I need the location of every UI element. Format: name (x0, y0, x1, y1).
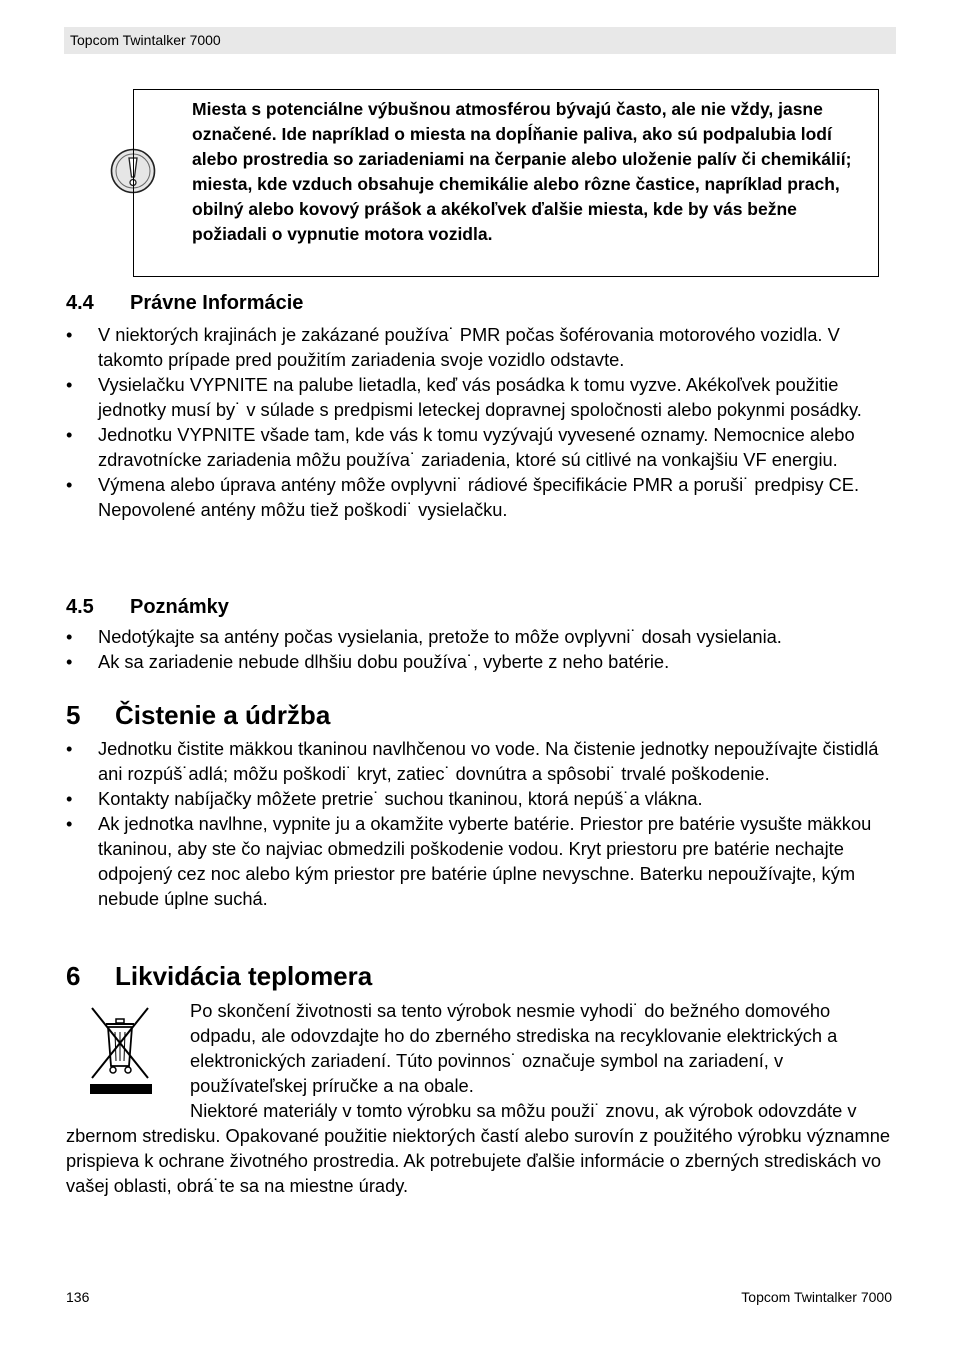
disposal-paragraph-1: Po skončení životnosti sa tento výrobok nesmie vyhodi˙ do bežného domového odpadu, ale odovzdajte ho do zberného strediska na recyklovanie elektrických a elektronických zariadení. Túto povinnos˙ označuje symbol na zariadení, v používateľskej príručke a na obale. (190, 1000, 838, 1096)
list-item: • Ak sa zariadenie nebude dlhšiu dobu používa˙, vyberte z neho batérie. (66, 649, 896, 674)
section-4-5-heading (66, 596, 229, 619)
list-item: • Vysielačku VYPNITE na palube lietadla, keď vás posádka k tomu vyzve. Akékoľvek použitie jednotky musí by˙ v súlade s predpismi leteckej dopravnej spoločnosti alebo pokynmi posádky. (66, 372, 896, 422)
section-5-heading (66, 700, 330, 731)
notes-list (66, 624, 896, 674)
list-item: • Nedotýkajte sa antény počas vysielania, pretože to môže ovplyvni˙ dosah vysielania. (66, 624, 896, 649)
header-title: Topcom Twintalker 7000 (70, 32, 221, 48)
page-number: 136 (66, 1289, 90, 1305)
section-title: Právne Informácie (130, 292, 304, 314)
list-item: • Kontakty nabíjačky môžete pretrie˙ suchou tkaninou, ktorá nepúš˙a vlákna. (66, 786, 896, 811)
warning-box (133, 89, 879, 277)
list-item: • Výmena alebo úprava antény môže ovplyvni˙ rádiové špecifikácie PMR a poruši˙ predpisy CE. Nepovolené antény môžu tiež poškodi˙ vysielačku. (66, 472, 896, 522)
section-4-4-heading (66, 292, 303, 315)
crossed-bin-icon (88, 1004, 154, 1096)
list-item: • V niektorých krajinách je zakázané používa˙ PMR počas šoférovania motorového vozidla. V takomto prípade pred použitím zariadenia svoje vozidlo odstavte. (66, 322, 896, 372)
section-title: Poznámky (130, 596, 229, 618)
legal-info-list (66, 322, 896, 522)
section-title: Čistenie a údržba (115, 700, 331, 730)
cleaning-list (66, 736, 896, 911)
warning-text: Miesta s potenciálne výbušnou atmosférou bývajú často, ale nie vždy, jasne označené. Ide napríklad o miesta na dopĺňanie paliva, ako sú podpalubia lodí alebo prostredia so zariadeniami na čerpanie alebo uloženie palív či chemikálií; miesta, kde vzduch obsahuje chemikálie alebo rôzne častice, napríklad prach, obilný alebo kovový prášok a akékoľvek ďalšie miesta, kde by vás bežne požiadali o vypnutie motora vozidla. (192, 99, 852, 244)
list-item: • Jednotku čistite mäkkou tkaninou navlhčenou vo vode. Na čistenie jednotky nepoužívajte čistidlá ani rozpúš˙adlá; môžu poškodi˙ kryt, zatiec˙ dovnútra a spôsobi˙ trvalé poškodenie. (66, 736, 896, 786)
disposal-paragraph-2: Niektoré materiály v tomto výrobku sa môžu použi˙ znovu, ak výrobok odovzdáte v zbernom stredisku. Opakované použitie niektorých častí alebo surovín z použitého výrobku významne prispieva k ochrane životného prostredia. Ak potrebujete ďalšie informácie o zberných strediskách vo vašej oblasti, obrá˙te sa na miestne úrady. (66, 1100, 891, 1196)
section-number: 6 (66, 961, 81, 991)
section-title: Likvidácia teplomera (115, 961, 373, 991)
section-number: 4.4 (66, 292, 94, 314)
section-6-heading (66, 961, 372, 992)
section-number: 5 (66, 700, 81, 730)
footer-title: Topcom Twintalker 7000 (741, 1289, 892, 1305)
list-item: • Ak jednotka navlhne, vypnite ju a okamžite vyberte batérie. Priestor pre batérie vysušte mäkkou tkaninou, aby ste čo najviac obmedzili poškodenie vodou. Kryt priestoru pre batérie nechajte odpojený cez noc alebo kým priestor pre batérie úplne nevyschne. Baterku nepoužívajte, kým nebude úplne suchá. (66, 811, 896, 911)
section-number: 4.5 (66, 596, 94, 618)
list-item: • Jednotku VYPNITE všade tam, kde vás k tomu vyzývajú vyvesené oznamy. Nemocnice alebo zdravotnícke zariadenia môžu používa˙ zariadenia, ktoré sú citlivé na vonkajšiu VF energiu. (66, 422, 896, 472)
page-header (64, 27, 896, 54)
